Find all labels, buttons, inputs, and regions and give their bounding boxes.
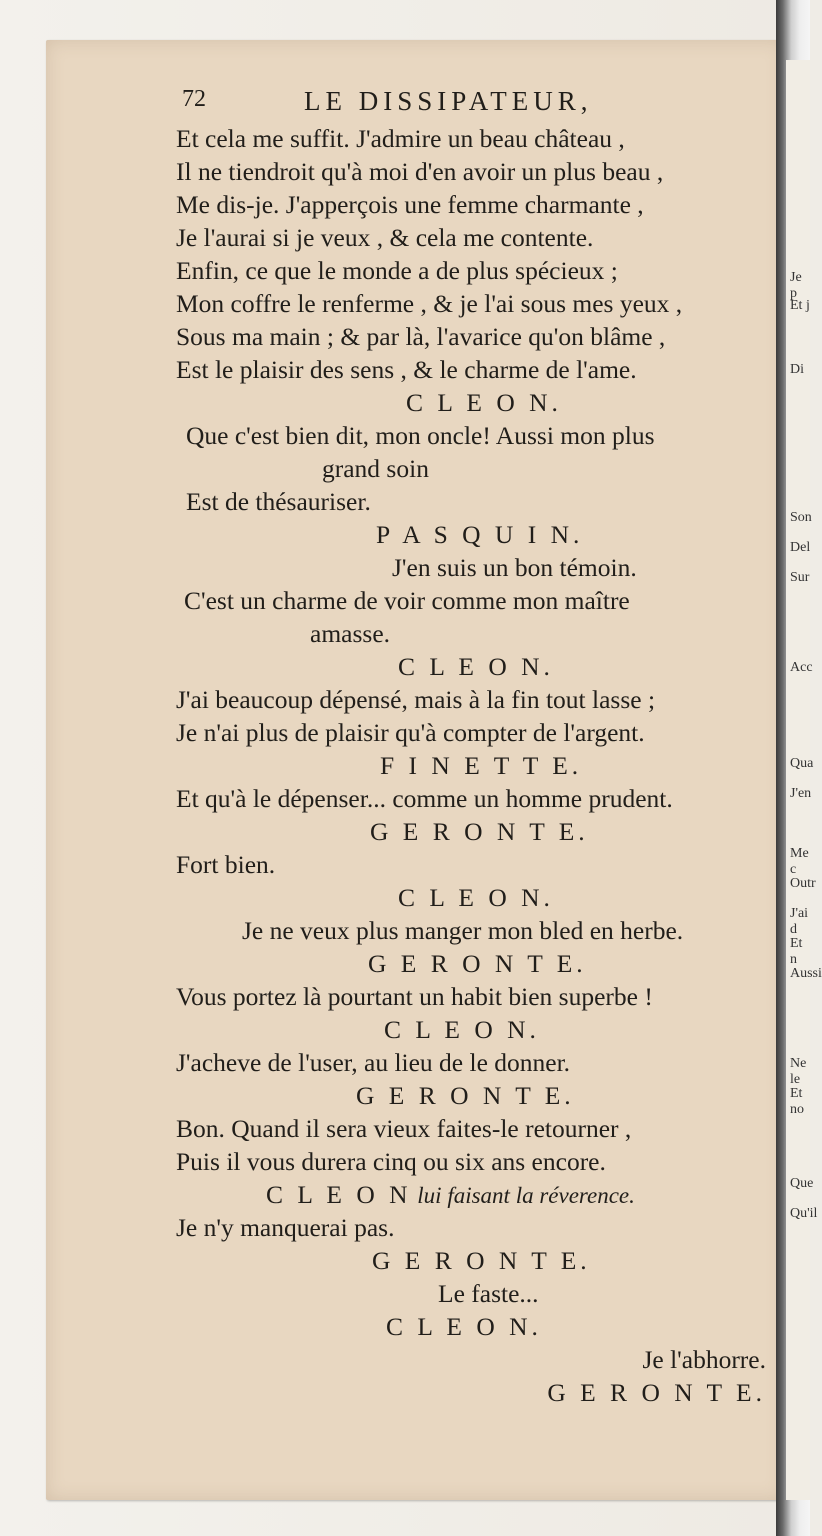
verse-line — [176, 617, 776, 650]
adjacent-page-fragment: Me c — [790, 846, 809, 877]
line-text: Je ne veux plus manger mon bled en herbe. — [242, 916, 684, 945]
verse-line — [176, 1046, 776, 1079]
line-text: C'est un charme de voir comme mon maître — [184, 586, 630, 615]
line-text: G E R O N T E. — [370, 817, 589, 846]
page-text-block — [176, 86, 776, 1409]
verse-line — [176, 1112, 776, 1145]
line-text: Puis il vous durera cinq ou six ans encore. — [176, 1147, 606, 1176]
adjacent-page-fragment: Et n — [790, 936, 803, 967]
line-text: F I N E T T E. — [380, 751, 583, 780]
adjacent-page-edge — [786, 60, 822, 1500]
line-text: J'ai beaucoup dépensé, mais à la fin tout lasse ; — [176, 685, 656, 714]
verse-line — [176, 1343, 776, 1376]
verse-line — [176, 320, 776, 353]
line-text: Je l'abhorre. — [642, 1345, 766, 1374]
speaker-name — [176, 1079, 776, 1112]
speaker-name — [176, 1310, 776, 1343]
line-text: J'en suis un bon témoin. — [392, 553, 637, 582]
verse-line — [176, 353, 776, 386]
verse-line — [176, 848, 776, 881]
line-text: C L E O N. — [398, 652, 554, 681]
line-text: amasse. — [310, 619, 391, 648]
adjacent-page-fragment: Ne le — [790, 1056, 807, 1087]
verse-line — [176, 914, 776, 947]
verse-line — [176, 155, 776, 188]
adjacent-page-fragment: Qua — [790, 756, 814, 771]
verse-line — [176, 716, 776, 749]
adjacent-page-fragment: J'en — [790, 786, 812, 801]
verse-line — [176, 122, 776, 155]
verse-line — [176, 419, 776, 452]
line-text: C L E O N. — [398, 883, 554, 912]
line-text: Je l'aurai si je veux , & cela me contente. — [176, 223, 594, 252]
adjacent-page-fragment: Son — [790, 510, 812, 525]
verse-line — [176, 221, 776, 254]
line-text: Bon. Quand il sera vieux faites-le retourner , — [176, 1114, 632, 1143]
verse-line — [176, 584, 776, 617]
line-text: Le faste... — [438, 1279, 539, 1308]
line-text: Enfin, ce que le monde a de plus spécieux ; — [176, 256, 618, 285]
line-text: G E R O N T E. — [372, 1246, 591, 1275]
adjacent-page-fragment: Qu'il — [790, 1206, 818, 1221]
adjacent-page-fragment: Outr — [790, 876, 816, 891]
stage-direction: lui faisant la réverence. — [411, 1183, 635, 1208]
line-text: C L E O N. — [384, 1015, 540, 1044]
line-text: G E R O N T E. — [356, 1081, 575, 1110]
adjacent-page-fragment: Di — [790, 362, 804, 377]
verse-line — [176, 485, 776, 518]
speaker-name — [176, 518, 776, 551]
page-number: 72 — [182, 86, 206, 112]
speaker-name — [176, 749, 776, 782]
line-text: C L E O N. — [386, 1312, 542, 1341]
line-text: Sous ma main ; & par là, l'avarice qu'on blâme , — [176, 322, 666, 351]
adjacent-page-fragment: Sur — [790, 570, 810, 585]
adjacent-page-fragment: Del — [790, 540, 811, 555]
line-text: Est le plaisir des sens , & le charme de l'ame. — [176, 355, 637, 384]
verse-lines — [176, 122, 776, 1409]
line-text: J'acheve de l'user, au lieu de le donner. — [176, 1048, 571, 1077]
running-title: LE DISSIPATEUR, — [304, 86, 593, 116]
speaker-name — [176, 881, 776, 914]
line-text: Vous portez là pourtant un habit bien superbe ! — [176, 982, 653, 1011]
verse-line — [176, 683, 776, 716]
line-text: Je n'y manquerai pas. — [176, 1213, 395, 1242]
speaker-name — [176, 815, 776, 848]
verse-line — [176, 452, 776, 485]
line-text: G E R O N T E. — [547, 1378, 766, 1407]
line-text: Me dis-je. J'apperçois une femme charmante , — [176, 190, 644, 219]
verse-line — [176, 1277, 776, 1310]
verse-line — [176, 188, 776, 221]
line-text: Il ne tiendroit qu'à moi d'en avoir un plus beau , — [176, 157, 664, 186]
line-text: Est de thésauriser. — [186, 487, 371, 516]
speaker-name — [176, 650, 776, 683]
verse-line — [176, 551, 776, 584]
line-text: Je n'ai plus de plaisir qu'à compter de l'argent. — [176, 718, 645, 747]
verse-line — [176, 1211, 776, 1244]
speaker-name — [176, 1376, 776, 1409]
adjacent-page-fragment: Et j — [790, 298, 810, 313]
speaker-name — [176, 386, 776, 419]
verse-line — [176, 980, 776, 1013]
speaker-name — [176, 1244, 776, 1277]
speaker-name — [176, 1013, 776, 1046]
line-text: Mon coffre le renferme , & je l'ai sous mes yeux , — [176, 289, 683, 318]
line-text: Fort bien. — [176, 850, 276, 879]
line-text: Et qu'à le dépenser... comme un homme prudent. — [176, 784, 673, 813]
line-text: C L E O N. — [406, 388, 562, 417]
adjacent-page-fragment: J'ai d — [790, 906, 809, 937]
verse-line — [176, 254, 776, 287]
line-text: grand soin — [322, 454, 429, 483]
adjacent-page-fragment: Acc — [790, 660, 813, 675]
adjacent-page-fragment: Je p — [790, 270, 802, 301]
adjacent-page-fragment: Que — [790, 1176, 814, 1191]
verse-line — [176, 782, 776, 815]
line-text: Que c'est bien dit, mon oncle! Aussi mon plus — [186, 421, 655, 450]
speaker-name — [176, 947, 776, 980]
adjacent-page-fragment: Aussi — [790, 966, 822, 981]
page-header — [176, 86, 776, 122]
verse-line — [176, 1145, 776, 1178]
line-text: P A S Q U I N. — [376, 520, 584, 549]
verse-line — [176, 287, 776, 320]
line-text: C L E O N — [266, 1180, 412, 1209]
line-text: G E R O N T E. — [368, 949, 587, 978]
speaker-name — [176, 1178, 776, 1211]
adjacent-page-fragment: Et no — [790, 1086, 804, 1117]
line-text: Et cela me suffit. J'admire un beau château , — [176, 124, 625, 153]
